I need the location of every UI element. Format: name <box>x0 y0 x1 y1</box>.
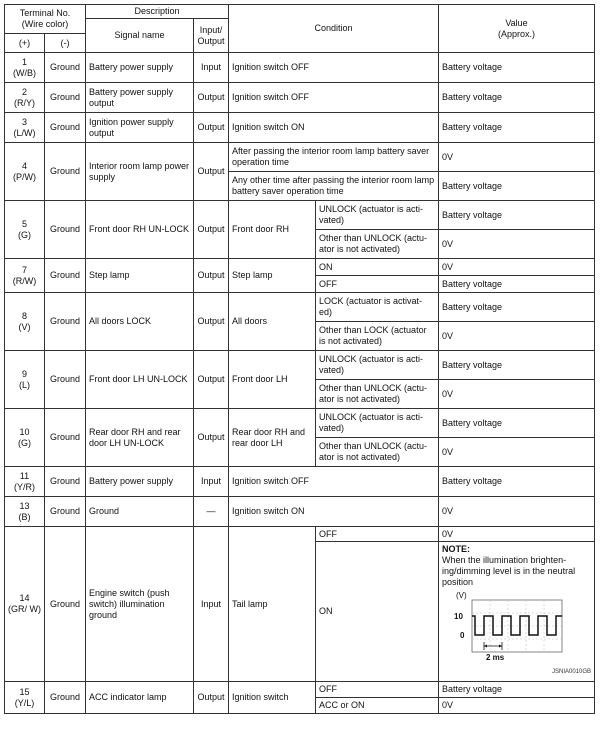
condition-cell: Ignition switch OFF <box>229 53 439 83</box>
signal-name: Engine switch (push switch) illumination ground <box>86 527 194 682</box>
table-row <box>5 293 595 322</box>
ground-cell: Ground <box>45 83 86 113</box>
terminal-number: 3 <box>21 116 27 127</box>
condition-cell: Ignition switch <box>229 682 316 714</box>
ground-cell: Ground <box>45 53 86 83</box>
terminal-cell <box>5 83 45 113</box>
ground-cell: Ground <box>45 409 86 467</box>
io-cell: Output <box>194 143 229 201</box>
value-cell: 0V <box>439 322 595 351</box>
oscilloscope-figure <box>442 590 591 676</box>
terminal-number: 13 <box>19 500 30 511</box>
terminal-cell <box>5 467 45 497</box>
ground-cell: Ground <box>45 682 86 714</box>
table-row <box>5 682 595 698</box>
ground-cell: Ground <box>45 113 86 143</box>
signal-name: Battery power supply <box>86 53 194 83</box>
ground-cell: Ground <box>45 351 86 409</box>
terminal-cell <box>5 497 45 527</box>
value-cell: Battery voltage <box>439 53 595 83</box>
terminal-header <box>5 5 86 34</box>
condition-cell: Step lamp <box>229 259 316 293</box>
condition-cell: Tail lamp <box>229 527 316 682</box>
wire-color: (W/B) <box>13 67 36 78</box>
ground-cell: Ground <box>45 201 86 259</box>
value-cell: Battery voltage <box>439 113 595 143</box>
value-cell: Battery voltage <box>439 276 595 293</box>
terminal-cell <box>5 682 45 714</box>
scope-period-label: 2 ms <box>486 653 505 662</box>
value-cell: 0V <box>439 143 595 172</box>
pulse-waveform-figure <box>442 590 590 668</box>
wire-color: (G) <box>18 437 31 448</box>
io-cell: Output <box>194 293 229 351</box>
signal-name: Step lamp <box>86 259 194 293</box>
signal-name: All doors LOCK <box>86 293 194 351</box>
signal-name: Interior room lamp power supply <box>86 143 194 201</box>
terminal-cell <box>5 293 45 351</box>
condition-cell: Ignition switch ON <box>229 113 439 143</box>
value-cell: 0V <box>439 527 595 542</box>
sub-condition-cell: LOCK (actuator is activat-ed) <box>316 293 439 322</box>
terminal-cell <box>5 409 45 467</box>
signal-name: Front door LH UN-LOCK <box>86 351 194 409</box>
value-cell: 0V <box>439 380 595 409</box>
signal-name: Battery power supply output <box>86 83 194 113</box>
signal-name: ACC indicator lamp <box>86 682 194 714</box>
ground-cell: Ground <box>45 497 86 527</box>
io-cell: Output <box>194 682 229 714</box>
wire-color: (L) <box>19 379 30 390</box>
value-header <box>439 5 595 53</box>
condition-cell: Ignition switch OFF <box>229 467 439 497</box>
minus-header: (-) <box>45 34 86 53</box>
condition-cell: Ignition switch OFF <box>229 83 439 113</box>
scope-high-label: 10 <box>454 612 463 621</box>
value-cell: 0V <box>439 698 595 714</box>
wire-color: (R/W) <box>12 275 37 286</box>
value-cell: 0V <box>439 230 595 259</box>
io-cell: Output <box>194 259 229 293</box>
io-cell: — <box>194 497 229 527</box>
signal-name: Battery power supply <box>86 467 194 497</box>
signal-name: Ground <box>86 497 194 527</box>
value-cell: Battery voltage <box>439 409 595 438</box>
ground-cell: Ground <box>45 293 86 351</box>
value-cell: Battery voltage <box>439 293 595 322</box>
value-cell: 0V <box>439 438 595 467</box>
value-header-label: Value <box>505 17 528 28</box>
table-row <box>5 351 595 380</box>
io-cell: Output <box>194 83 229 113</box>
description-header: Description <box>86 5 229 19</box>
value-cell: Battery voltage <box>439 682 595 698</box>
wire-color: (P/W) <box>13 171 36 182</box>
sub-condition-cell: Other than UNLOCK (actu-ator is not activated) <box>316 438 439 467</box>
table-row <box>5 259 595 276</box>
wire-color: (Y/L) <box>14 697 35 708</box>
terminal-number: 15 <box>19 686 30 697</box>
condition-cell: All doors <box>229 293 316 351</box>
value-cell: Battery voltage <box>439 351 595 380</box>
scope-grid <box>472 600 562 652</box>
wire-color: (GR/ W) <box>8 604 41 614</box>
note-text: When the illumination brighten-ing/dimming level is in the neutral position <box>442 555 576 587</box>
wire-color: (B) <box>18 511 31 522</box>
terminal-number: 7 <box>21 264 27 275</box>
terminal-cell <box>5 351 45 409</box>
table-row <box>5 113 595 143</box>
wire-color-header: (Wire color) <box>21 19 69 29</box>
io-cell: Output <box>194 409 229 467</box>
io-cell: Output <box>194 201 229 259</box>
value-cell: Battery voltage <box>439 467 595 497</box>
wire-color: (L/W) <box>13 127 36 138</box>
sub-condition-cell: Other than UNLOCK (actu-ator is not activated) <box>316 380 439 409</box>
io-cell: Input <box>194 53 229 83</box>
terminal-cell <box>5 201 45 259</box>
wire-color: (V) <box>18 321 31 332</box>
condition-cell: Any other time after passing the interior room lamp battery saver operation time <box>229 172 439 201</box>
plus-header: (+) <box>5 34 45 53</box>
terminal-cell <box>5 527 45 682</box>
value-cell: 0V <box>439 259 595 276</box>
value-cell: Battery voltage <box>439 83 595 113</box>
approx-header-label: (Approx.) <box>498 28 536 39</box>
sub-condition-cell: Other than LOCK (actuator is not activated) <box>316 322 439 351</box>
table-row <box>5 497 595 527</box>
condition-header: Condition <box>229 5 439 53</box>
arrow-right-icon <box>499 645 502 648</box>
condition-cell: Front door RH <box>229 201 316 259</box>
terminal-number: 9 <box>21 368 27 379</box>
table-row <box>5 467 595 497</box>
value-cell <box>439 542 595 682</box>
sub-condition-cell: Other than UNLOCK (actu-ator is not activated) <box>316 230 439 259</box>
wire-color: (G) <box>18 229 31 240</box>
figure-code: JSNIA0010GB <box>551 669 592 675</box>
io-cell: Input <box>194 467 229 497</box>
terminal-cell <box>5 113 45 143</box>
sub-condition-cell: OFF <box>316 682 439 698</box>
wire-color: (Y/R) <box>14 481 35 492</box>
terminal-cell <box>5 259 45 293</box>
terminal-cell <box>5 143 45 201</box>
wire-color: (R/Y) <box>14 97 35 108</box>
terminal-number: 10 <box>19 426 30 437</box>
terminal-table <box>4 4 595 714</box>
terminal-no-header: Terminal No. <box>19 8 71 18</box>
ground-cell: Ground <box>45 527 86 682</box>
arrow-left-icon <box>484 645 487 648</box>
io-cell: Output <box>194 113 229 143</box>
io-cell: Output <box>194 351 229 409</box>
input-output-header: Input/ Output <box>194 19 229 53</box>
terminal-number: 4 <box>21 160 27 171</box>
sub-condition-cell: OFF <box>316 276 439 293</box>
sub-condition-cell: ACC or ON <box>316 698 439 714</box>
table-row <box>5 143 595 172</box>
signal-name: Front door RH UN-LOCK <box>86 201 194 259</box>
condition-cell: Front door LH <box>229 351 316 409</box>
signal-name: Rear door RH and rear door LH UN-LOCK <box>86 409 194 467</box>
sub-condition-cell: UNLOCK (actuator is acti-vated) <box>316 351 439 380</box>
sub-condition-cell: OFF <box>316 527 439 542</box>
value-cell: 0V <box>439 497 595 527</box>
terminal-number: 1 <box>21 56 27 67</box>
table-row <box>5 409 595 438</box>
terminal-number: 14 <box>19 593 30 603</box>
terminal-spec-sheet <box>4 4 595 714</box>
terminal-number: 11 <box>19 470 30 481</box>
table-row <box>5 201 595 230</box>
table-row <box>5 527 595 542</box>
condition-cell: After passing the interior room lamp battery saver operation time <box>229 143 439 172</box>
io-cell: Input <box>194 527 229 682</box>
terminal-number: 8 <box>21 310 27 321</box>
signal-name: Ignition power supply output <box>86 113 194 143</box>
pulse-waveform <box>472 616 562 635</box>
condition-cell: Rear door RH and rear door LH <box>229 409 316 467</box>
terminal-number: 2 <box>21 86 27 97</box>
ground-cell: Ground <box>45 259 86 293</box>
scope-unit-label: (V) <box>456 591 467 600</box>
table-row <box>5 83 595 113</box>
sub-condition-cell: UNLOCK (actuator is acti-vated) <box>316 409 439 438</box>
scope-low-label: 0 <box>460 631 465 640</box>
value-cell: Battery voltage <box>439 172 595 201</box>
value-cell: Battery voltage <box>439 201 595 230</box>
terminal-cell <box>5 53 45 83</box>
header-row-1 <box>5 5 595 19</box>
ground-cell: Ground <box>45 143 86 201</box>
sub-condition-cell: ON <box>316 542 439 682</box>
terminal-number: 5 <box>21 218 27 229</box>
note-title: NOTE: <box>442 544 471 554</box>
sub-condition-cell: ON <box>316 259 439 276</box>
signal-name-header: Signal name <box>86 19 194 53</box>
ground-cell: Ground <box>45 467 86 497</box>
sub-condition-cell: UNLOCK (actuator is acti-vated) <box>316 201 439 230</box>
table-row <box>5 53 595 83</box>
condition-cell: Ignition switch ON <box>229 497 439 527</box>
